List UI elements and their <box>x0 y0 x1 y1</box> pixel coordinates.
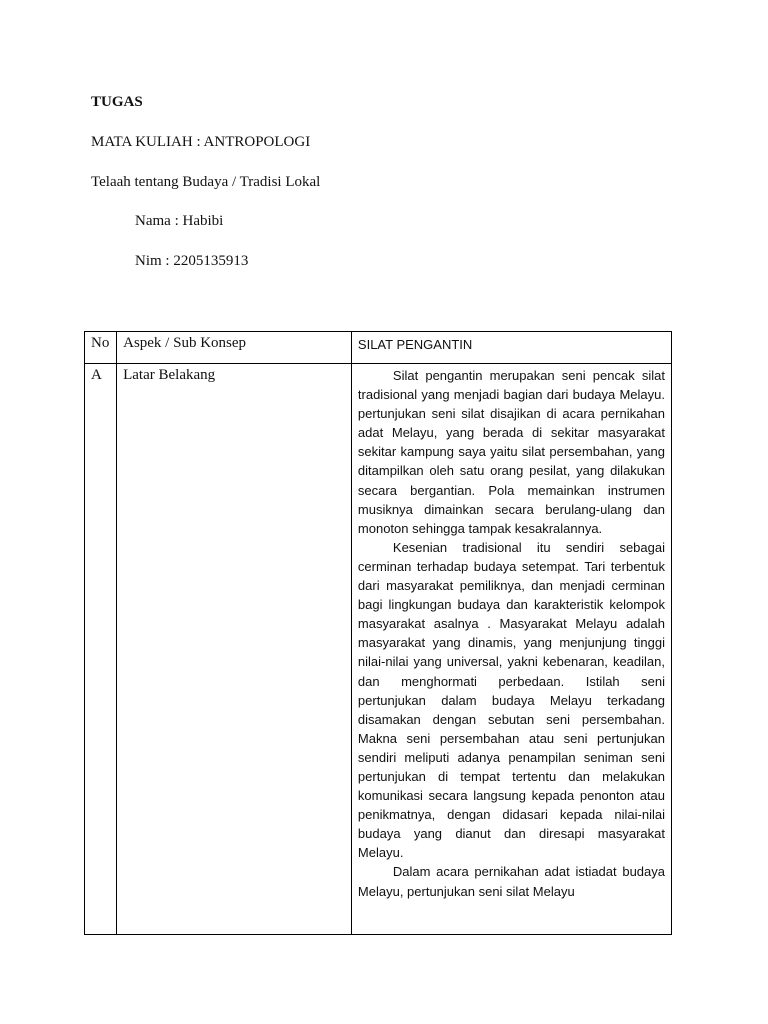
row-content <box>351 364 671 935</box>
assignment-title: TUGAS <box>91 94 143 110</box>
header-no: No <box>85 332 117 364</box>
course-line: MATA KULIAH : ANTROPOLOGI <box>91 134 311 150</box>
row-aspect: Latar Belakang <box>117 364 352 935</box>
header-subject: SILAT PENGANTIN <box>351 332 671 364</box>
content-paragraph: Silat pengantin merupakan seni pencak silat tradisional yang menjadi bagian dari budaya Melayu. pertunjukan seni silat disajikan di acara pernikahan adat Melayu, yang berada di sekitar masyarakat sekitar kampung saya yaitu silat persembahan, yang ditampilkan oleh satu orang pesilat, yang dilakukan secara bergantian. Pola memainkan instrumen musiknya dimainkan secara berulang-ulang dan monoton sehingga tampak kesakralannya. <box>357 368 665 536</box>
row-no: A <box>85 364 117 935</box>
header-aspect: Aspek / Sub Konsep <box>117 332 352 364</box>
table-row <box>85 364 672 935</box>
student-nim: Nim : 2205135913 <box>135 253 249 269</box>
content-paragraph: Dalam acara pernikahan adat istiadat budaya Melayu, pertunjukan seni silat Melayu <box>357 864 665 899</box>
table-header-row <box>85 332 672 364</box>
content-paragraph: Kesenian tradisional itu sendiri sebagai cerminan terhadap budaya setempat. Tari terbentuk dari masyarakat pemiliknya, dan menjadi cerminan bagi lingkungan budaya dan karakteristik kelompok masyarakat asalnya . Masyarakat Melayu adalah masyarakat yang dinamis, yang menjunjung tinggi nilai-nilai yang universal, yakni kebenaran, keadilan, dan menghormati perbedaan. Istilah seni pertunjukan dalam budaya Melayu terkadang disamakan dengan sebutan seni persembahan. Makna seni persembahan atau seni pertunjukan sendiri meliputi adanya penampilan seniman seni pertunjukan di tempat tertentu dan melakukan komunikasi secara langsung kepada penonton atau penikmatnya, dengan didasari kepada nilai-nilai budaya yang dianut dan diresapi masyarakat Melayu. <box>357 539 665 861</box>
concept-table <box>84 331 672 935</box>
student-name: Nama : Habibi <box>135 213 224 229</box>
topic-line: Telaah tentang Budaya / Tradisi Lokal <box>91 174 321 190</box>
